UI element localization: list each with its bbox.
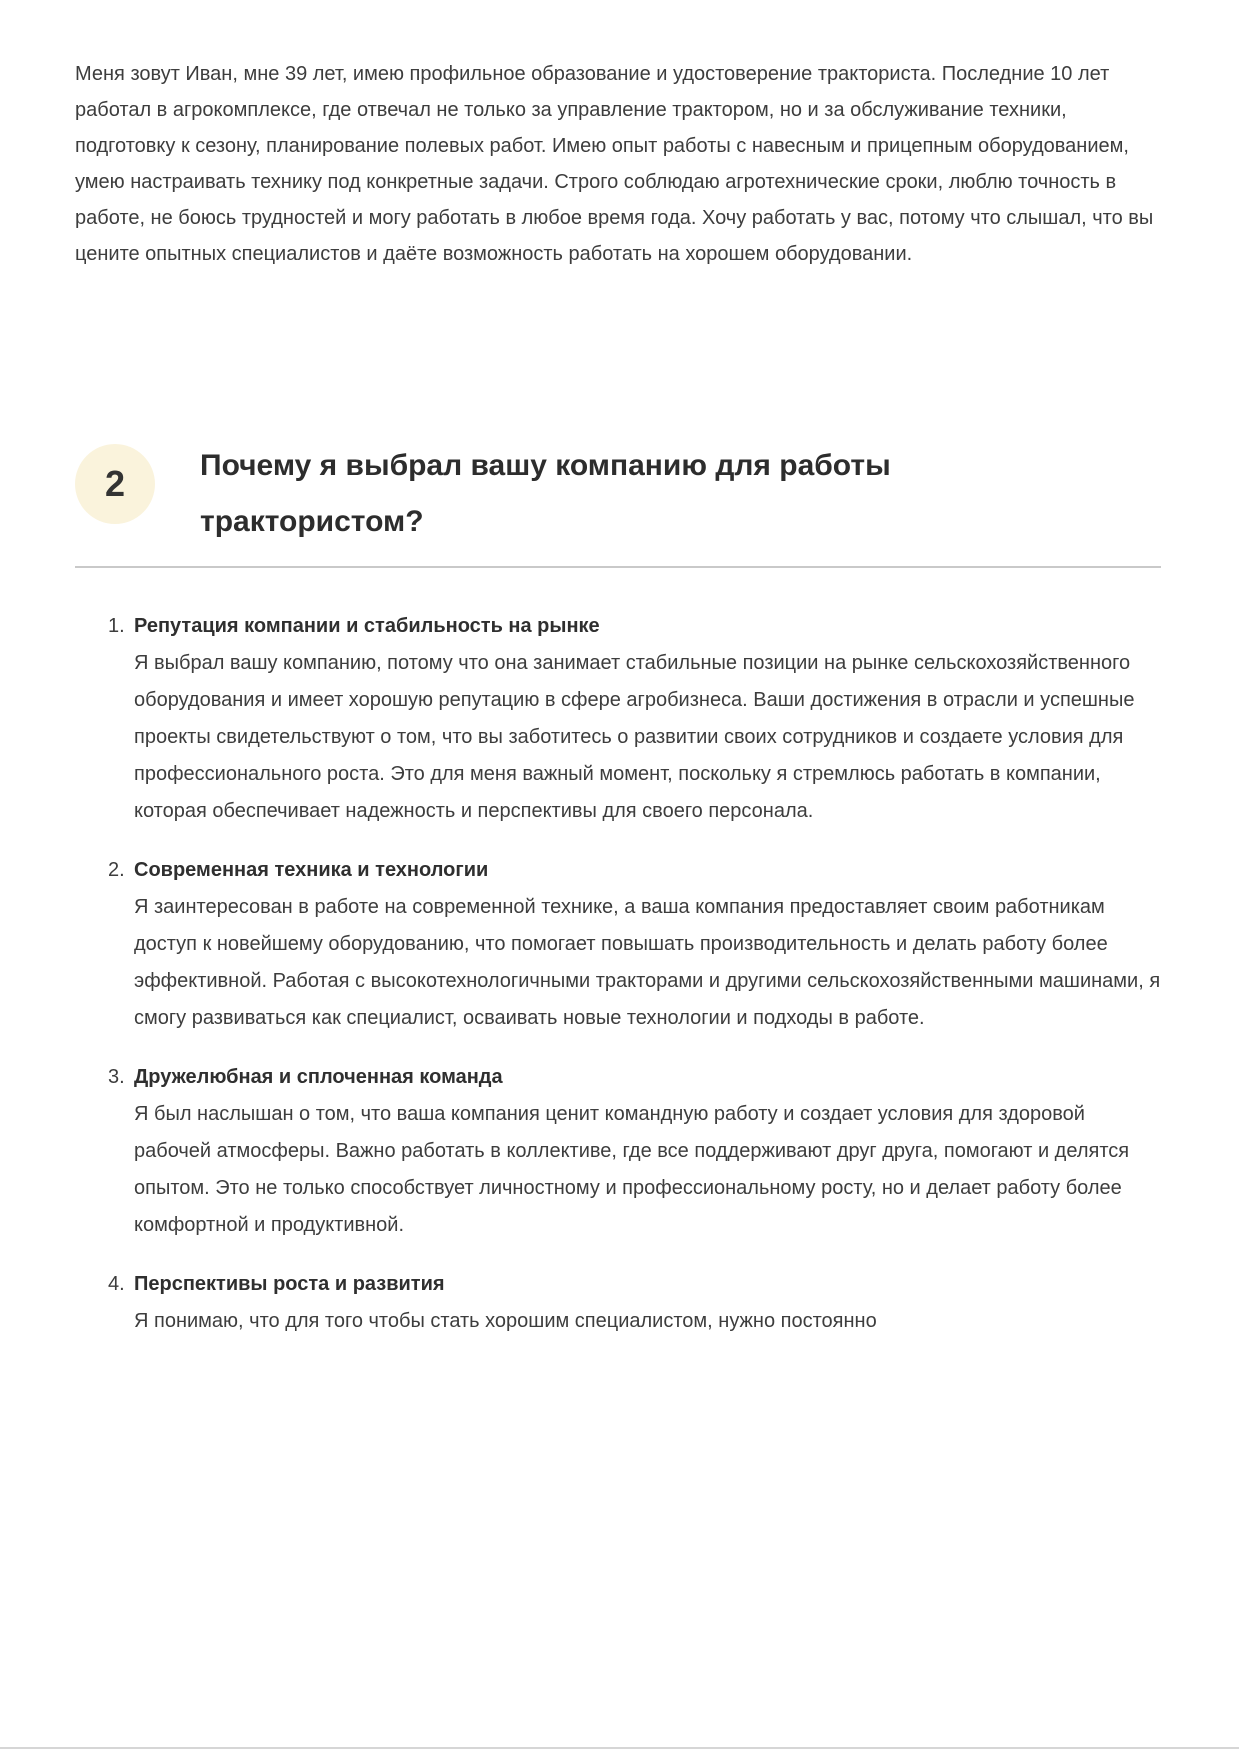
section-header	[75, 438, 1161, 550]
list-item-body: Я заинтересован в работе на современной технике, а ваша компания предоставляет своим работникам доступ к новейшему оборудованию, что помогает повышать производительность и делать работу более эффективной. Работая с высокотехнологичными тракторами и другими сельскохозяйственными машинами, я смогу развиваться как специалист, осваивать новые технологии и подходы в работе.	[134, 896, 1161, 1029]
list-item-title: Современная техника и технологии	[134, 859, 489, 881]
intro-paragraph: Меня зовут Иван, мне 39 лет, имею профильное образование и удостоверение тракториста. Последние 10 лет работал в агрокомплексе, где отвечал не только за управление трактором, но и за обслуживание техники, подготовку к сезону, планирование полевых работ. Имею опыт работы с навесным и прицепным оборудованием, умею настраивать технику под конкретные задачи. Строго соблюдаю агротехнические сроки, люблю точность в работе, не боюсь трудностей и могу работать в любое время года. Хочу работать у вас, потому что слышал, что вы цените опытных специалистов и даёте возможность работать на хорошем оборудовании.	[75, 63, 1154, 265]
list-item-content	[134, 852, 1161, 1037]
section-number: 2	[104, 463, 126, 504]
list-item	[108, 852, 1161, 1037]
list-item-number: 2.	[108, 859, 125, 881]
list-item-body: Я выбрал вашу компанию, потому что она занимает стабильные позиции на рынке сельскохозяйственного оборудования и имеет хорошую репутацию в сфере агробизнеса. Ваши достижения в отрасли и успешные проекты свидетельствуют о том, что вы заботитесь о развитии своих сотрудников и создаете условия для профессионального роста. Это для меня важный момент, поскольку я стремлюсь работать в компании, которая обеспечивает надежность и перспективы для своего персонала.	[134, 652, 1135, 822]
list-item-number: 4.	[108, 1273, 125, 1295]
section-divider	[75, 566, 1161, 568]
list-item-title: Перспективы роста и развития	[134, 1273, 445, 1295]
list-item	[108, 1059, 1161, 1244]
list-item-content	[134, 608, 1161, 830]
list-item-body: Я был наслышан о том, что ваша компания ценит командную работу и создает условия для здоровой рабочей атмосферы. Важно работать в коллективе, где все поддерживают друг друга, помогают и делятся опытом. Это не только способствует личностному и профессиональному росту, но и делает работу более комфортной и продуктивной.	[134, 1103, 1130, 1236]
section-number-badge	[75, 444, 155, 524]
list-item-title: Дружелюбная и сплоченная команда	[134, 1066, 503, 1088]
list-item-content	[134, 1059, 1161, 1244]
list-item-content	[134, 1266, 1161, 1340]
list-item-title: Репутация компании и стабильность на рынке	[134, 615, 600, 637]
list-item-number: 1.	[108, 615, 125, 637]
reasons-list	[75, 608, 1161, 1340]
list-item	[108, 608, 1161, 830]
list-item	[108, 1266, 1161, 1340]
list-item-number: 3.	[108, 1066, 125, 1088]
section-title: Почему я выбрал вашу компанию для работы трактористом?	[200, 449, 891, 538]
list-item-body: Я понимаю, что для того чтобы стать хорошим специалистом, нужно постоянно	[134, 1310, 877, 1332]
page-bottom-divider	[0, 1747, 1239, 1749]
